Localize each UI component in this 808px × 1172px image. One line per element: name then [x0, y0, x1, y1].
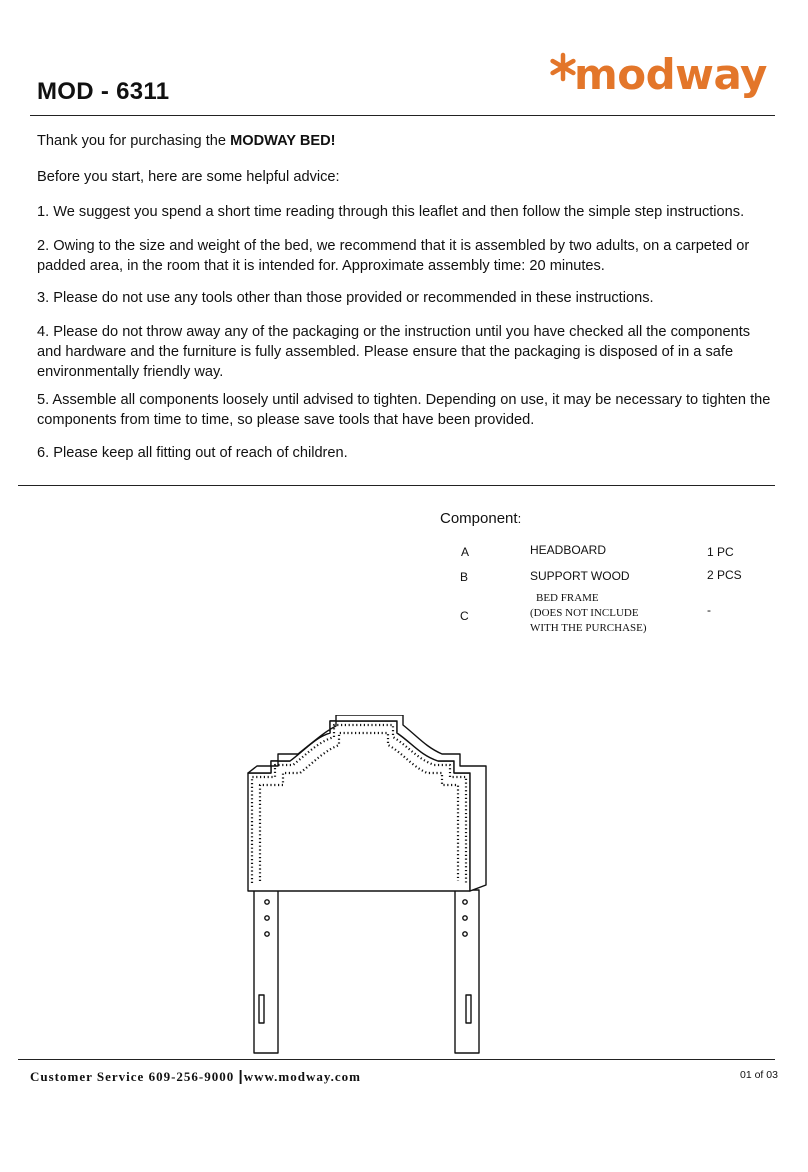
advice-heading: Before you start, here are some helpful advice:	[37, 169, 340, 185]
component-id-a: A	[461, 545, 470, 559]
brand-name: modway	[574, 50, 767, 99]
headboard-panel	[248, 721, 470, 891]
component-title: Component:	[440, 510, 522, 527]
component-name-c-line3: WITH THE PURCHASE)	[530, 622, 647, 634]
customer-service-phone: Customer Service 609-256-9000	[30, 1069, 235, 1084]
support-leg-left	[254, 890, 278, 1053]
website-link[interactable]: www.modway.com	[243, 1069, 361, 1084]
section-divider	[18, 485, 775, 486]
component-id-b: B	[460, 570, 469, 584]
component-qty-b: 2 PCS	[707, 568, 742, 582]
headboard-illustration	[240, 715, 500, 1060]
footer-divider	[18, 1059, 775, 1060]
advice-item-4: 4. Please do not throw away any of the packaging or the instruction until you have checked all the components and hardware and the furniture is fully assembled. Please ensure that the packaging is disposed of in a safe environmentally friendly way.	[37, 324, 751, 380]
component-qty-c: -	[707, 603, 711, 617]
component-name-c-line1: BED FRAME	[536, 592, 599, 604]
document-title: MOD - 6311	[37, 78, 170, 105]
modway-logo	[548, 48, 768, 114]
advice-item-6: 6. Please keep all fitting out of reach of children.	[37, 445, 348, 461]
advice-item-1: 1. We suggest you spend a short time reading through this leaflet and then follow the simple step instructions.	[37, 204, 745, 220]
component-name-a: HEADBOARD	[530, 543, 607, 557]
component-qty-a: 1 PC	[707, 545, 734, 559]
product-name: MODWAY BED!	[230, 133, 336, 149]
page-number: 01 of 03	[740, 1069, 778, 1081]
thanks-prefix: Thank you for purchasing the	[37, 133, 231, 149]
component-id-c: C	[460, 609, 469, 623]
advice-item-5: 5. Assemble all components loosely until advised to tighten. Depending on use, it may be necessary to tighten the components from time to time, so please save tools that have been provided.	[37, 392, 771, 428]
component-name-b: SUPPORT WOOD	[530, 569, 630, 583]
footer-separator: |	[238, 1068, 244, 1085]
component-name-c-line2: (DOES NOT INCLUDE	[530, 607, 639, 619]
header-divider	[30, 115, 775, 116]
customer-service-line	[30, 1068, 361, 1085]
advice-item-2: 2. Owing to the size and weight of the bed, we recommend that it is assembled by two adults, on a carpeted or padded area, in the room that it is intended for. Approximate assembly time: 20 minutes.	[37, 238, 750, 274]
advice-item-3: 3. Please do not use any tools other than those provided or recommended in these instructions.	[37, 290, 654, 306]
support-leg-right	[455, 890, 479, 1053]
thanks-line	[37, 131, 777, 151]
